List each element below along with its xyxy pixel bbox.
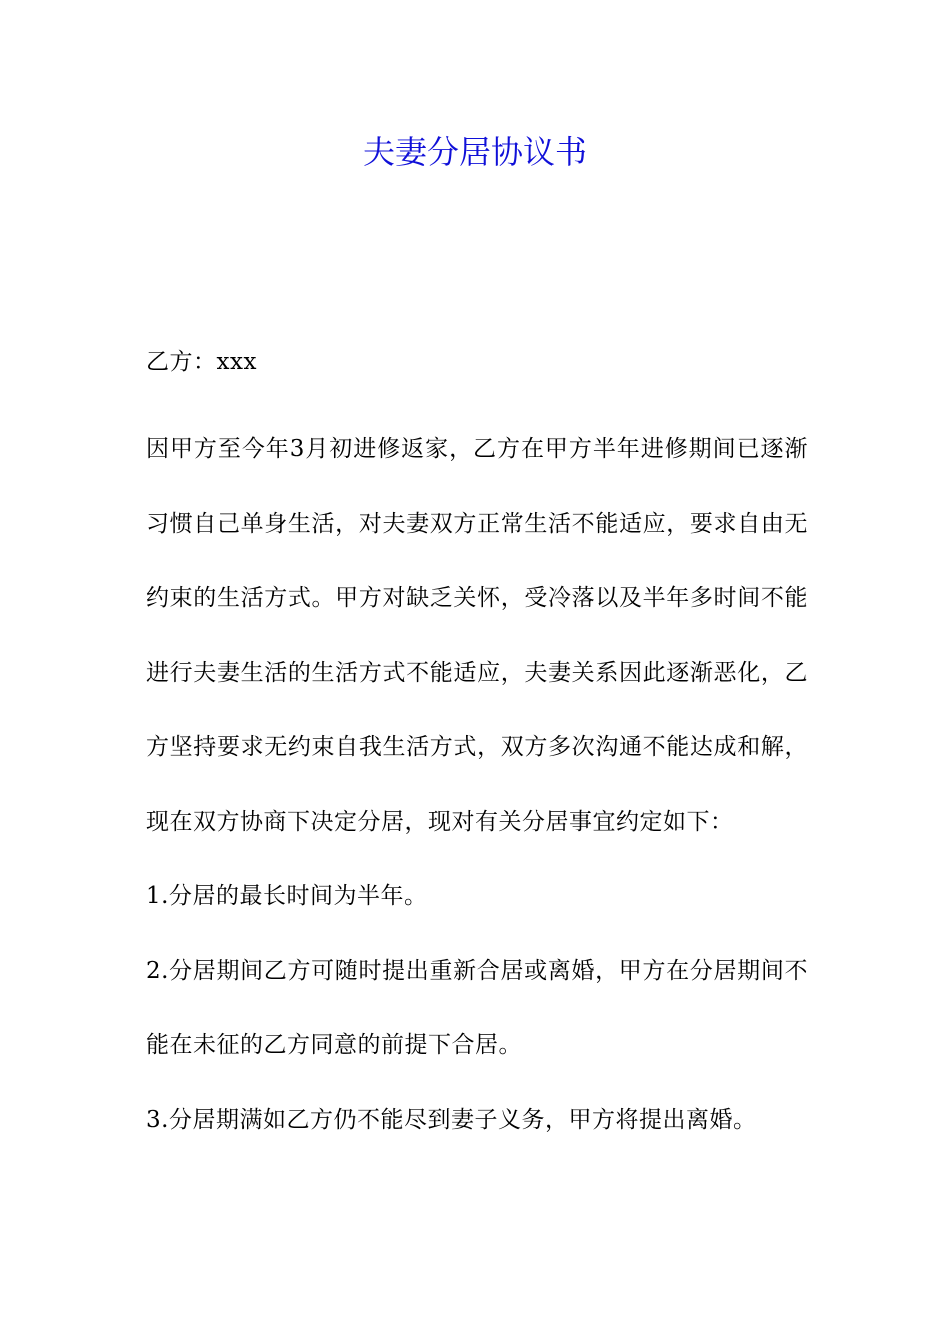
document-body: [146, 338, 808, 1157]
agreement-item-2: 2.分居期间乙方可随时提出重新合居或离婚，甲方在分居期间不能在未征的乙方同意的前提下合居。: [146, 957, 808, 1058]
agreement-item-3: 3.分居期满如乙方仍不能尽到妻子义务，甲方将提出离婚。: [146, 1106, 757, 1133]
document-title: 夫妻分居协议书: [362, 133, 587, 171]
intro-paragraph: 因甲方至今年3月初进修返家，乙方在甲方半年进修期间已逐渐习惯自己单身生活，对夫妻双方正常生活不能适应，要求自由无约束的生活方式。甲方对缺乏关怀，受冷落以及半年多时间不能进行夫妻生活的生活方式不能适应，夫妻关系因此逐渐恶化，乙方坚持要求无约束自我生活方式，双方多次沟通不能达成和解，现在双方协商下决定分居，现对有关分居事宜约定如下：: [146, 436, 808, 835]
party-b-line: 乙方：xxx: [146, 349, 257, 375]
agreement-item-1: 1.分居的最长时间为半年。: [146, 883, 428, 909]
